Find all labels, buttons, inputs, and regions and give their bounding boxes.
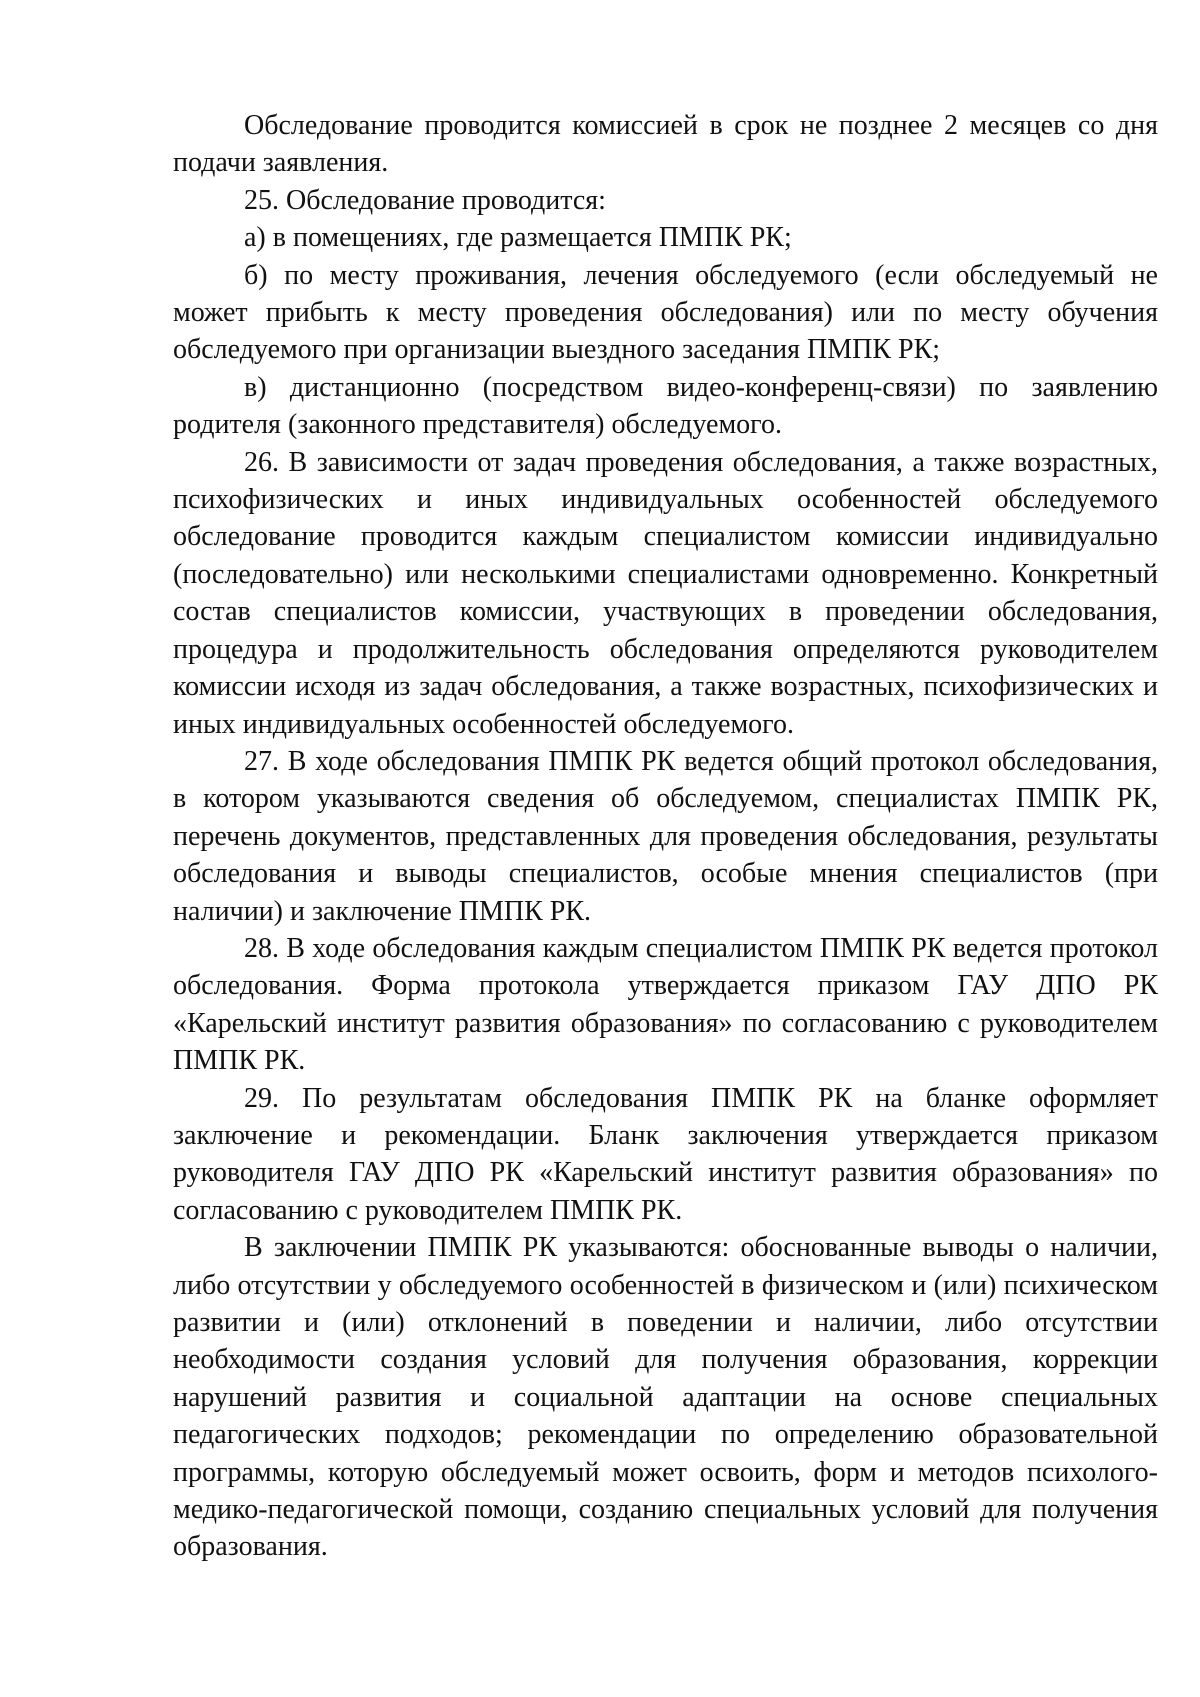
paragraph-exam-deadline: Обследование проводится комиссией в срок не позднее 2 месяцев со дня подачи заявления.: [173, 110, 1158, 179]
paragraph-25-heading: 25. Обследование проводится:: [244, 184, 606, 216]
paragraph-25-b: б) по месту проживания, лечения обследуемого (если обследуемый не может прибыть к месту проведения обследования) или по месту обучения обследуемого при организации выездного заседания ПМПК РК;: [173, 259, 1158, 366]
paragraph-26: 26. В зависимости от задач проведения обследования, а также возрастных, психофизических и иных индивидуальных особенностей обследуемого обследование проводится каждым специалистом комиссии индивидуально (последовательно) или несколькими специалистами одновременно. Конкретный состав специалистов комиссии, участвующих в проведении обследования, процедура и продолжительность обследования определяются руководителем комиссии исходя из задач обследования, а также возрастных, психофизических и иных индивидуальных особенностей обследуемого.: [173, 446, 1158, 740]
paragraph-conclusion-contents: В заключении ПМПК РК указываются: обоснованные выводы о наличии, либо отсутствии у обследуемого особенностей в физическом и (или) психическом развитии и (или) отклонений в поведении и наличии, либо отсутствии необходимости создания условий для получения образования, коррекции нарушений развития и социальной адаптации на основе специальных педагогических подходов; рекомендации по определению образовательной программы, которую обследуемый может освоить, форм и методов психолого-медико-педагогической помощи, созданию специальных условий для получения образования.: [173, 1232, 1158, 1563]
paragraph-29: 29. По результатам обследования ПМПК РК на бланке оформляет заключение и рекомендации. Бланк заключения утверждается приказом руководителя ГАУ ДПО РК «Карельский институт развития образования» по согласованию с руководителем ПМПК РК.: [173, 1082, 1158, 1226]
paragraph-25-c: в) дистанционно (посредством видео-конференц-связи) по заявлению родителя (законного представителя) обследуемого.: [173, 371, 1158, 441]
paragraph-28: 28. В ходе обследования каждым специалистом ПМПК РК ведется протокол обследования. Форма протокола утверждается приказом ГАУ ДПО РК «Карельский институт развития образования» по согласованию с руководителем ПМПК РК.: [173, 932, 1158, 1077]
document-page: [173, 107, 1158, 1566]
paragraph-27: 27. В ходе обследования ПМПК РК ведется общий протокол обследования, в котором указываются сведения об обследуемом, специалистах ПМПК РК, перечень документов, представленных для проведения обследования, результаты обследования и выводы специалистов, особые мнения специалистов (при наличии) и заключение ПМПК РК.: [173, 745, 1158, 927]
paragraph-25-a: а) в помещениях, где размещается ПМПК РК;: [244, 222, 792, 254]
